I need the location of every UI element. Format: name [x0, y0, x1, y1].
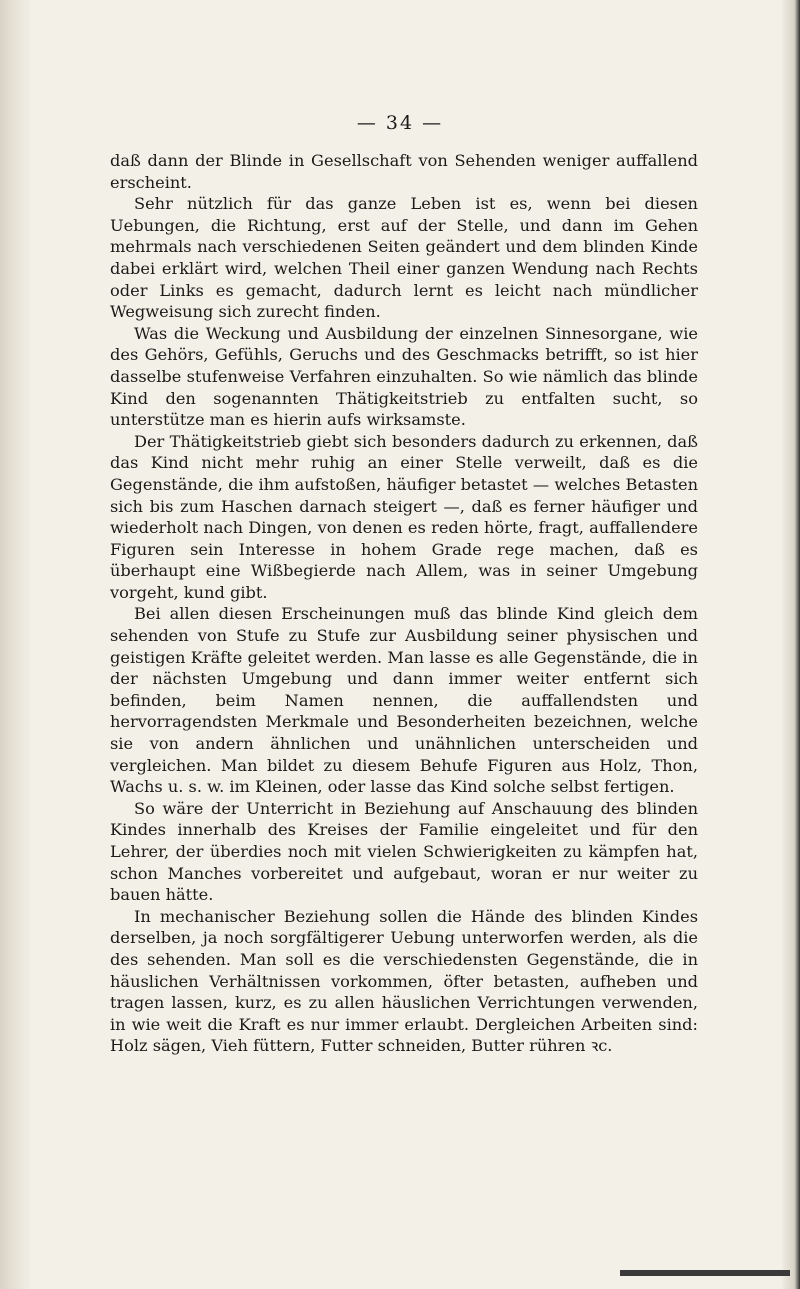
- paragraph: Sehr nützlich für das ganze Leben ist es, wenn bei diesen Uebungen, die Richtung, erst auf der Stelle, und dann im Gehen mehrmals nach verschiedenen Seiten geändert und dem blinden Kinde dabei erklärt wird, welchen Theil einer ganzen Wendung nach Rechts oder Links es gemacht, dadurch lernt es leicht nach mündlicher Wegweisung sich zurecht finden.: [110, 194, 698, 322]
- paragraph: Was die Weckung und Ausbildung der einzelnen Sinnesorgane, wie des Gehörs, Gefühls, Geruchs und des Geschmacks betrifft, so ist hier dasselbe stufenweise Verfahren einzuhalten. So wie nämlich das blinde Kind den sogenannten Thätigkeitstrieb zu entfalten sucht, so unterstütze man es hierin aufs wirksamste.: [110, 323, 698, 430]
- paragraph: Der Thätigkeitstrieb giebt sich besonders dadurch zu erkennen, daß das Kind nicht mehr ruhig an einer Stelle verweilt, daß es die Gegenstände, die ihm aufstoßen, häufiger betastet — welches Betasten sich bis zum Haschen darnach steigert —, daß es ferner häufiger und wiederholt nach Dingen, von denen es reden hörte, fragt, auffallendere Figuren sein Interesse in hohem Grade rege machen, daß es überhaupt eine Wißbegierde nach Allem, was in seiner Umgebung vorgeht, kund gibt.: [110, 431, 698, 602]
- paragraph: In mechanischer Beziehung sollen die Hände des blinden Kindes derselben, ja noch sorgfältigerer Uebung unterworfen werden, als die des sehenden. Man soll es die verschiedensten Gegenstände, die in häuslichen Verhältnissen vorkommen, öfter betasten, aufheben und tragen lassen, kurz, es zu allen häuslichen Verrichtungen verwenden, in wie weit die Kraft es nur immer erlaubt. Dergleichen Arbeiten sind: Holz sägen, Vieh füttern, Futter schneiden, Butter rühren ꝛc.: [110, 906, 698, 1056]
- page-right-edge: [782, 0, 800, 1289]
- paragraph: So wäre der Unterricht in Beziehung auf Anschauung des blinden Kindes innerhalb des Kreises der Familie eingeleitet und für den Lehrer, der überdies noch mit vielen Schwierigkeiten zu kämpfen hat, schon Manches vorbereitet und aufgebaut, woran er nur weiter zu bauen hätte.: [110, 798, 698, 905]
- body-text: [110, 150, 698, 1057]
- paragraph: Bei allen diesen Erscheinungen muß das blinde Kind gleich dem sehenden von Stufe zu Stufe zur Ausbildung seiner physischen und geistigen Kräfte geleitet werden. Man lasse es alle Gegenstände, die in der nächsten Umgebung und dann immer weiter entfernt sich befinden, beim Namen nennen, die auffallendsten und hervorragendsten Merkmale und Besonderheiten bezeichnen, welche sie von andern ähnlichen und unähnlichen unterscheiden und vergleichen. Man bildet zu diesem Behufe Figuren aus Holz, Thon, Wachs u. s. w. im Kleinen, oder lasse das Kind solche selbst fertigen.: [110, 604, 698, 797]
- page-number: — 34 —: [356, 112, 444, 134]
- scan-edge-mark: [620, 1270, 790, 1276]
- page-left-margin: [0, 0, 30, 1289]
- paragraph: daß dann der Blinde in Gesellschaft von Sehenden weniger auffallend erscheint.: [110, 151, 698, 192]
